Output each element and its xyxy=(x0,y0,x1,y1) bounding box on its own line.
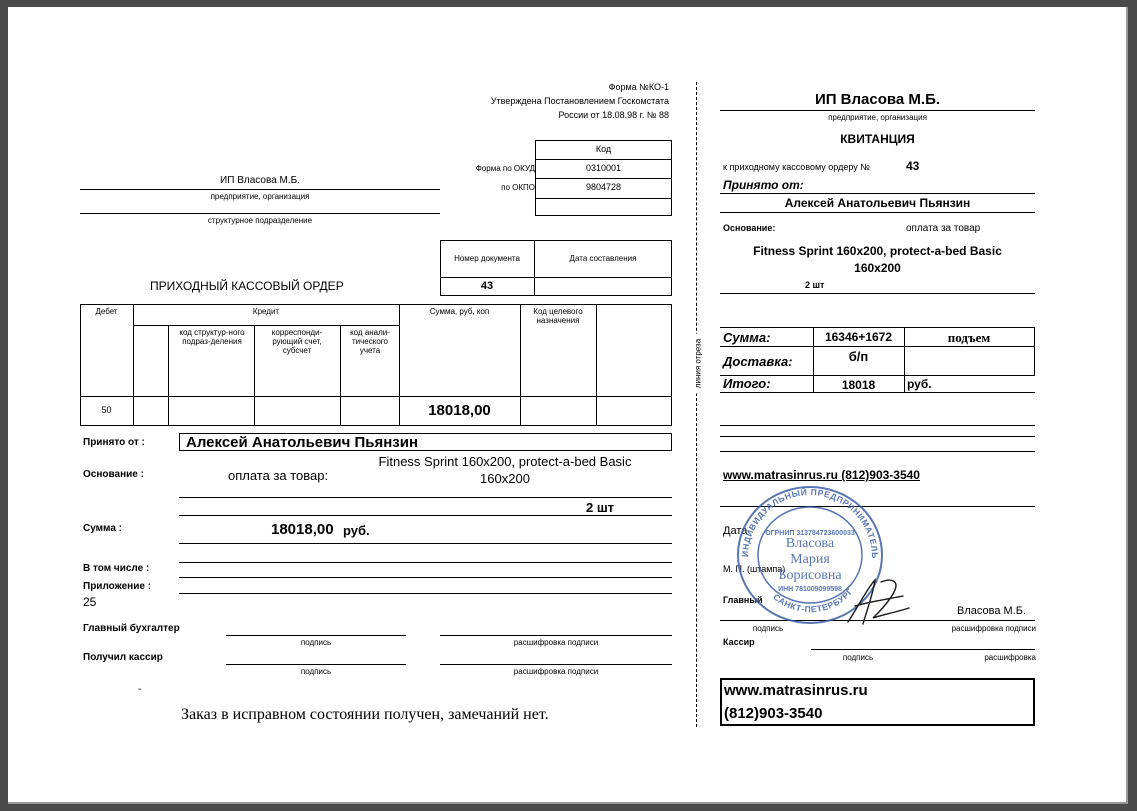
analytic-code-header: код анали-тического учета xyxy=(350,328,390,356)
debit-header: Дебет xyxy=(95,307,118,316)
receipt-site-phone[interactable]: www.matrasinrus.ru (812)903-3540 xyxy=(723,468,920,482)
receipt-signer-name: Власова М.Б. xyxy=(957,605,1027,617)
cashier-signature-decode-short: расшифровка xyxy=(984,653,1036,662)
receipt-received-value: Алексей Анатольевич Пьянзин xyxy=(784,196,971,210)
delivery-value: б/п xyxy=(848,349,869,364)
cashier-label: Получил кассир xyxy=(83,652,163,663)
receipt-org-name: ИП Власова М.Б. xyxy=(814,91,941,108)
struct-code-header: код структур-ного подраз-деления xyxy=(179,328,245,347)
basis-label: Основание : xyxy=(83,469,144,480)
receipt-sum-value: 16346+1672 xyxy=(824,330,893,344)
stamp-ring-top: ИНДИВИДУАЛЬНЫЙ ПРЕДПРИНИМАТЕЛЬ xyxy=(739,486,881,559)
stamp-name-2: Мария xyxy=(790,552,830,567)
doc-date-label: Дата составления xyxy=(569,254,637,263)
contact-site: www.matrasinrus.ru xyxy=(724,682,868,699)
org-caption: предприятие, организация xyxy=(210,192,310,201)
stamp-name-1: Власова xyxy=(785,536,835,551)
code-header: Код xyxy=(595,144,612,154)
receipt-org-caption: предприятие, организация xyxy=(828,113,927,122)
stamp-name-3: Борисовна xyxy=(778,568,842,583)
purpose-code-header: Код целевого назначения xyxy=(533,307,583,326)
sum-label: Сумма : xyxy=(83,523,122,534)
receipt-total-unit: руб. xyxy=(907,377,932,391)
okud-value: 0310001 xyxy=(585,163,622,173)
subdivision-caption: структурное подразделение xyxy=(207,216,313,225)
doc-number-label: Номер документа xyxy=(454,254,520,263)
sum-header: Сумма, руб, коп xyxy=(429,307,490,316)
credit-header: Кредит xyxy=(252,307,280,316)
cashier-signature-decode-caption: расшифровка подписи xyxy=(513,667,599,676)
debit-value: 50 xyxy=(101,405,112,415)
cashier-signature-caption: подпись xyxy=(300,667,332,676)
chief-signature-decode-caption: расшифровка подписи xyxy=(513,638,599,647)
receipt-cashier-label: Кассир xyxy=(723,637,755,647)
doc-number: 43 xyxy=(480,280,494,292)
cut-line-label: линия отреза xyxy=(694,334,703,394)
form-line-3: России от 18.08.98 г. № 88 xyxy=(558,110,669,120)
including-label: В том числе : xyxy=(83,563,150,574)
table-sum-value: 18018,00 xyxy=(428,402,491,419)
receipt-received-label: Принято от: xyxy=(723,178,804,192)
receipt-basis-value: оплата за товар xyxy=(906,223,981,234)
lift-label: подъем xyxy=(947,330,991,345)
receipt-product-line-2: 160x200 xyxy=(854,261,901,275)
contact-phone: (812)903-3540 xyxy=(724,705,823,722)
receipt-sum-label: Сумма: xyxy=(723,330,771,345)
handwritten-signature xyxy=(843,572,913,632)
product-name: Fitness Sprint 160x200, protect-a-bed Basic xyxy=(378,454,632,469)
receipt-stamp-label: М. П. (штампа) xyxy=(723,564,786,574)
receipt-product-line-1: Fitness Sprint 160x200, protect-a-bed Basic xyxy=(753,244,1002,258)
dash-mark: - xyxy=(138,684,142,695)
footer-note: Заказ в исправном состоянии получен, замечаний нет. xyxy=(181,706,549,723)
receipt-signature-decode-caption: расшифровка подписи xyxy=(951,624,1036,633)
receipt-date-label: Дата xyxy=(723,525,748,537)
corr-account-header: корреспонди-рующий счет, субсчет xyxy=(271,328,323,356)
chief-signature-caption: подпись xyxy=(300,638,332,647)
receipt-quantity: 2 шт xyxy=(805,280,825,290)
stamp-inn: ИНН 781009099598 xyxy=(778,586,842,593)
doc-title: ПРИХОДНЫЙ КАССОВЫЙ ОРДЕР xyxy=(150,279,344,293)
cashier-signature-caption: подпись xyxy=(842,653,874,662)
form-line-1: Форма №КО-1 xyxy=(608,82,669,92)
sum-unit: руб. xyxy=(343,523,370,538)
attachment-value: 25 xyxy=(83,595,97,609)
quantity: 2 шт xyxy=(586,500,615,515)
cut-line xyxy=(696,82,697,727)
product-size: 160x200 xyxy=(480,471,530,486)
sum-value: 18018,00 xyxy=(271,521,334,538)
order-ref-number: 43 xyxy=(906,159,920,173)
okpo-value: 9804728 xyxy=(585,182,622,192)
receipt-total-value: 18018 xyxy=(841,378,876,392)
receipt-total-label: Итого: xyxy=(723,376,771,391)
receipt-signature-caption: подпись xyxy=(752,624,784,633)
chief-accountant-label: Главный бухгалтер xyxy=(83,623,180,634)
receipt-title: КВИТАНЦИЯ xyxy=(840,132,915,146)
document-page xyxy=(8,7,1128,804)
receipt-basis-label: Основание: xyxy=(723,223,776,233)
delivery-label: Доставка: xyxy=(723,354,793,369)
basis-value: оплата за товар: xyxy=(228,468,329,483)
receipt-chief-label: Главный xyxy=(723,595,763,605)
order-ref-label: к приходному кассовому ордеру № xyxy=(723,162,870,172)
attachment-label: Приложение : xyxy=(83,581,152,592)
form-line-2: Утверждена Постановлением Госкомстата xyxy=(490,96,669,106)
okud-label: Форма по ОКУД xyxy=(475,164,535,173)
stamp-ogrnip: ОГРНИП 313784723600033 xyxy=(765,530,855,537)
okpo-label: по ОКПО xyxy=(501,183,535,192)
stamp-ring-bottom: САНКТ-ПЕТЕРБУРГ xyxy=(771,586,856,615)
received-from-label: Принято от : xyxy=(83,437,145,448)
org-name: ИП Власова М.Б. xyxy=(220,175,300,186)
received-from-value: Алексей Анатольевич Пьянзин xyxy=(186,434,419,451)
